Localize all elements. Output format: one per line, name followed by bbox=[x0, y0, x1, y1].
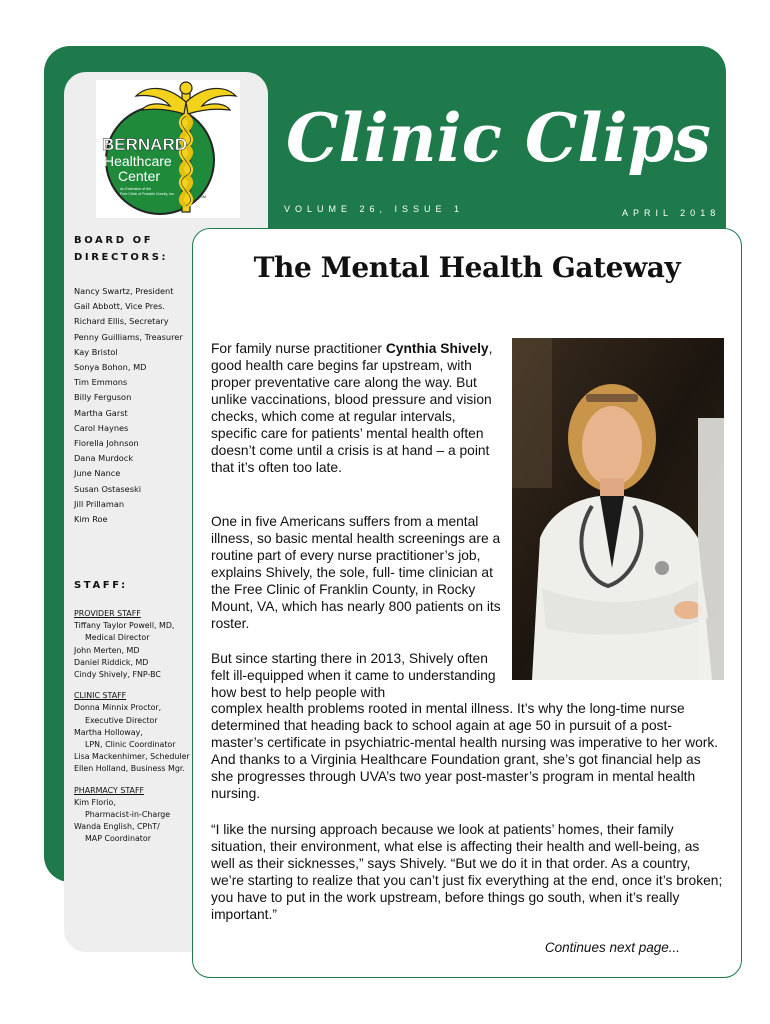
staff-line: MAP Coordinator bbox=[85, 834, 151, 844]
article-headline: The Mental Health Gateway bbox=[253, 251, 681, 284]
staff-line: Medical Director bbox=[85, 633, 150, 643]
article-paragraph-1 bbox=[211, 340, 501, 476]
staff-line: John Merten, MD bbox=[74, 645, 140, 655]
staff-line: Cindy Shively, FNP-BC bbox=[74, 670, 161, 680]
staff-line: Wanda English, CPhT/ bbox=[74, 822, 160, 832]
board-member: Martha Garst bbox=[74, 407, 128, 418]
staff-line: Ellen Holland, Business Mgr. bbox=[74, 764, 185, 774]
issue-date: APRIL 2018 bbox=[622, 208, 721, 218]
article-paragraph-3-start: But since starting there in 2013, Shively often felt ill-equipped when it came to understanding how best to help people with bbox=[211, 651, 496, 700]
board-member: Sonya Bohon, MD bbox=[74, 362, 147, 373]
board-member: June Nance bbox=[74, 468, 121, 479]
board-member: Dana Murdock bbox=[74, 453, 134, 464]
logo-text-line-1: BERNARD bbox=[102, 135, 187, 154]
board-heading-line: DIRECTORS: bbox=[74, 252, 169, 263]
continues-note: Continues next page... bbox=[544, 940, 680, 955]
board-member: Kim Roe bbox=[74, 514, 108, 525]
staff-line: Tiffany Taylor Powell, MD, bbox=[74, 621, 175, 631]
volume-issue: VOLUME 26, ISSUE 1 bbox=[284, 204, 465, 214]
staff-line: Martha Holloway, bbox=[74, 727, 143, 737]
newsletter-title: Clinic Clips bbox=[286, 99, 711, 177]
board-member: Tim Emmons bbox=[74, 377, 128, 388]
clinic-staff-title: CLINIC STAFF bbox=[74, 691, 127, 701]
staff-list bbox=[74, 608, 190, 855]
clinic-logo bbox=[96, 80, 240, 218]
board-member: Penny Guilliams, Treasurer bbox=[74, 331, 183, 342]
staff-line: LPN, Clinic Coordinator bbox=[85, 740, 176, 750]
board-member: Nancy Swartz, President bbox=[74, 286, 174, 296]
board-member: Kay Bristol bbox=[74, 346, 118, 357]
subject-name: Cynthia Shively bbox=[385, 341, 489, 356]
logo-subtitle-line-1: An Extension of the bbox=[120, 187, 152, 191]
board-heading-line: BOARD OF bbox=[74, 235, 154, 246]
staff-line: Pharmacist-in-Charge bbox=[85, 810, 171, 820]
staff-line: Kim Florio, bbox=[74, 797, 116, 807]
board-member: Billy Ferguson bbox=[74, 392, 132, 403]
logo-text-line-2: Healthcare bbox=[104, 153, 172, 169]
board-member: Carol Haynes bbox=[74, 422, 129, 433]
article-paragraph-2: One in five Americans suffers from a mental illness, so basic mental health screenings are a routine part of every nurse practitioner’s job, explains Shively, the sole, full- time clinician at the Free Clinic of Franklin County, in Rocky Mount, VA, which has nearly 800 patients on its roster. bbox=[211, 514, 501, 631]
board-member: Florella Johnson bbox=[74, 438, 139, 449]
board-member: Richard Ellis, Secretary bbox=[74, 316, 169, 327]
board-member: Jill Prillaman bbox=[74, 498, 125, 509]
article-paragraph-3-end: complex health problems rooted in mental illness. It’s why the long-time nurse determined that heading back to school again at age 50 in pursuit of a post-master’s certificate in psychiatric-mental health nursing was imperative to her work. And thanks to a Virginia Healthcare Foundation grant, she’s got financial help as she progresses through UVA’s two year post-master’s program in mental health nursing. bbox=[211, 701, 719, 801]
clinic-staff-group bbox=[74, 690, 190, 775]
pharmacy-staff-title: PHARMACY STAFF bbox=[74, 785, 145, 795]
staff-line: Lisa Mackenhimer, Scheduler bbox=[74, 752, 190, 762]
staff-heading: STAFF: bbox=[74, 580, 128, 591]
logo-subtitle-line-2: Free Clinic of Franklin County, Inc. bbox=[120, 192, 175, 196]
logo-trademark: SM bbox=[200, 194, 206, 199]
provider-staff-group bbox=[74, 608, 190, 681]
staff-line: Executive Director bbox=[85, 715, 158, 725]
paragraph-text: For family nurse practitioner bbox=[211, 341, 386, 356]
board-member: Gail Abbott, Vice Pres. bbox=[74, 301, 165, 312]
logo-text-line-3: Center bbox=[118, 168, 161, 184]
board-member: Susan Ostaseski bbox=[74, 483, 141, 494]
staff-line: Donna Minnix Proctor, bbox=[74, 703, 162, 713]
paragraph-text: , good health care begins far upstream, with proper preventative care along the way. But unlike vaccinations, blood pressure and vision checks, which come at regular intervals, specific care for patients’ mental health often doesn’t come until a crisis is at hand – a point that it’s often too late. bbox=[211, 341, 493, 475]
provider-staff-title: PROVIDER STAFF bbox=[74, 609, 141, 618]
portrait-photo bbox=[512, 338, 724, 680]
staff-line: Daniel Riddick, MD bbox=[74, 657, 149, 667]
article-paragraph-4: “I like the nursing approach because we look at patients’ homes, their family situation, their environment, what else is affecting their health and well-being, as well as their sicknesses,” says Shively. “But we do it in that order. As a country, we’re starting to realize that you can’t just fix everything at the end, once it’s broken; you have to put in the work upstream, before things go south, when it’s really important.” bbox=[211, 822, 723, 922]
pharmacy-staff-group bbox=[74, 785, 190, 846]
